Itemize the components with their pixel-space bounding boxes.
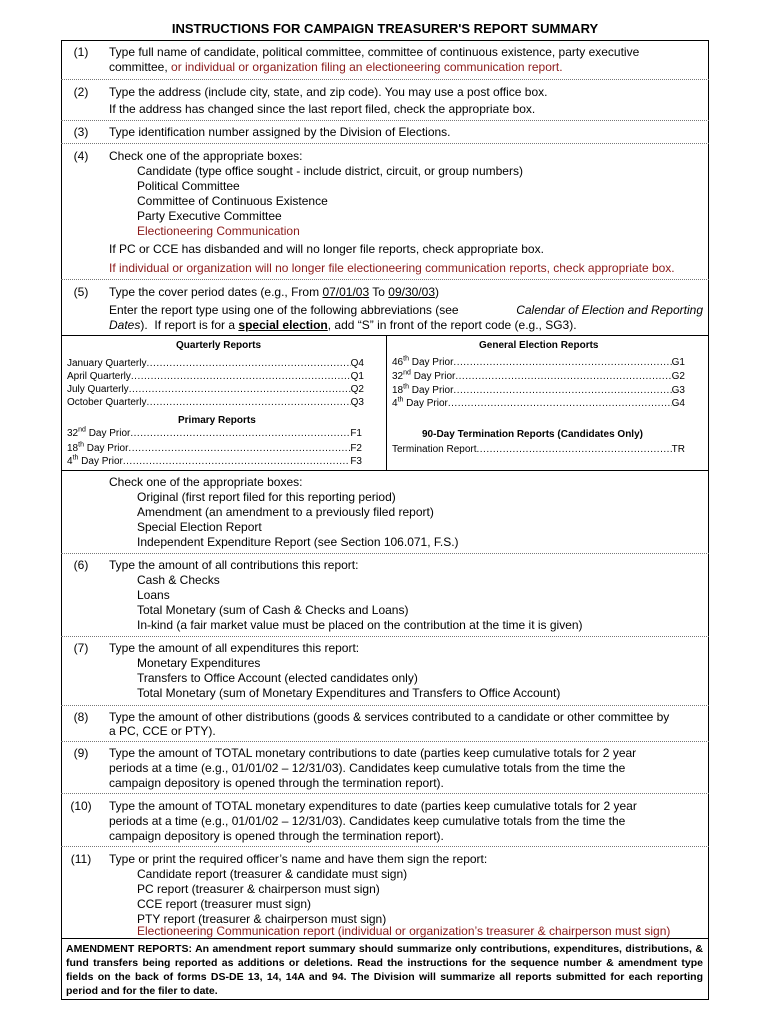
option-text: CCE report (treasurer must sign) xyxy=(137,897,312,911)
separator xyxy=(61,120,709,121)
item-text: Type identification number assigned by the Division of Elections. xyxy=(109,125,451,139)
option-text: Candidate (type office sought - include district, circuit, or group numbers) xyxy=(137,164,523,178)
code-row: 18th Day Prior ..... F2 xyxy=(67,443,362,455)
option-text: Independent Expenditure Report (see Section 106.071, F.S.) xyxy=(137,535,459,549)
item-number: (5) xyxy=(73,285,89,299)
option-text: Candidate report (treasurer & candidate must sign) xyxy=(137,867,408,881)
code-row: 18th Day Prior ..... G3 xyxy=(392,385,685,397)
quarterly-header: Quarterly Reports xyxy=(176,340,262,351)
option-text: PTY report (treasurer & chairperson must sign) xyxy=(137,912,387,926)
separator xyxy=(61,553,709,554)
note-text: If individual or organization will no longer file electioneering communication reports, check appropriate box. xyxy=(109,261,675,275)
general-header: General Election Reports xyxy=(479,340,599,351)
code-row: October Quarterly ..... Q3 xyxy=(67,397,364,409)
code-row: Termination Report ..... TR xyxy=(392,444,685,456)
item-text: Type the amount of all expenditures this report: xyxy=(109,641,360,655)
item-text: campaign depository is opened through the termination report). xyxy=(109,776,444,790)
item-text: Type or print the required officer’s name and have them sign the report: xyxy=(109,852,488,866)
separator xyxy=(61,846,709,847)
item-number: (10) xyxy=(70,799,92,813)
option-text: Total Monetary (sum of Cash & Checks and Loans) xyxy=(137,603,409,617)
item-number: (3) xyxy=(73,125,89,139)
item-text: Type full name of candidate, political committee, committee of continuous existence, party executive xyxy=(109,45,640,59)
code-row: April Quarterly ..... Q1 xyxy=(67,371,364,383)
option-text: In-kind (a fair market value must be placed on the contribution at the time it is given) xyxy=(137,618,583,632)
page-title: INSTRUCTIONS FOR CAMPAIGN TREASURER'S REPORT SUMMARY xyxy=(171,21,599,36)
separator xyxy=(61,143,709,144)
item-text: Type the amount of all contributions this report: xyxy=(109,558,359,572)
code-table-divider xyxy=(386,335,387,470)
code-row: 46th Day Prior ..... G1 xyxy=(392,357,685,369)
termination-header: 90-Day Termination Reports (Candidates Only) xyxy=(422,429,643,440)
item-text: Enter the report type using one of the following abbreviations (see Calendar of Election and Reporting xyxy=(109,303,703,317)
code-row: 4th Day Prior ..... G4 xyxy=(392,398,685,410)
item-number: (11) xyxy=(70,852,92,866)
option-text: PC report (treasurer & chairperson must sign) xyxy=(137,882,380,896)
code-row: January Quarterly ..... Q4 xyxy=(67,358,364,370)
item-number: (1) xyxy=(73,45,89,59)
item-number: (6) xyxy=(73,558,89,572)
option-text: Loans xyxy=(137,588,170,602)
item-text: If the address has changed since the last report filed, check the appropriate box. xyxy=(109,102,536,116)
code-row: July Quarterly ..... Q2 xyxy=(67,384,364,396)
separator xyxy=(61,741,709,742)
item-text: Type the amount of other distributions (goods & services contributed to a candidate or other committee by xyxy=(109,710,670,724)
item-text: Type the amount of TOTAL monetary expenditures to date (parties keep cumulative totals for 2 year xyxy=(109,799,637,813)
item-number: (9) xyxy=(73,746,89,760)
primary-header: Primary Reports xyxy=(178,415,256,426)
option-text: Amendment (an amendment to a previously filed report) xyxy=(137,505,434,519)
option-text: Electioneering Communication xyxy=(137,224,300,238)
amendment-note: AMENDMENT REPORTS: An amendment report summary should summarize only contributions, expenditures, distributions, & fund transfers being reported as additions or deletions. Read the instructions for the sequence number & amendment type fields on the back of forms DS-DE 13, 14, 14A and 94. The Division will summarize all reports submitted for each reporting period and for the filer to date. xyxy=(66,943,703,997)
option-text: Monetary Expenditures xyxy=(137,656,261,670)
option-text: Total Monetary (sum of Monetary Expenditures and Transfers to Office Account) xyxy=(137,686,561,700)
code-row: 32nd Day Prior ..... F1 xyxy=(67,428,362,440)
separator xyxy=(61,335,709,336)
option-text: Cash & Checks xyxy=(137,573,220,587)
option-text: Committee of Continuous Existence xyxy=(137,194,328,208)
item-text: periods at a time (e.g., 01/01/02 – 12/31/03). Candidates keep cumulative totals from the time the xyxy=(109,814,626,828)
item-text: Check one of the appropriate boxes: xyxy=(109,475,303,489)
item-text: Type the cover period dates (e.g., From 07/01/03 To 09/30/03) xyxy=(109,285,439,299)
item-text: a PC, CCE or PTY). xyxy=(109,724,216,738)
code-row: 32nd Day Prior ..... G2 xyxy=(392,371,685,383)
code-row: 4th Day Prior ..... F3 xyxy=(67,456,362,468)
item-text: Dates). If report is for a special election, add “S” in front of the report code (e.g., SG3). xyxy=(109,318,577,332)
separator xyxy=(61,793,709,794)
item-number: (2) xyxy=(73,85,89,99)
item-text: committee, or individual or organization filing an electioneering communication report. xyxy=(109,60,563,74)
separator xyxy=(61,470,709,471)
item-text: periods at a time (e.g., 01/01/02 – 12/31/03). Candidates keep cumulative totals from the time the xyxy=(109,761,626,775)
separator xyxy=(61,279,709,280)
item-text: Type the address (include city, state, and zip code). You may use a post office box. xyxy=(109,85,548,99)
option-text: Party Executive Committee xyxy=(137,209,282,223)
separator xyxy=(61,705,709,706)
item-text: Check one of the appropriate boxes: xyxy=(109,149,303,163)
option-text: Electioneering Communication report (individual or organization’s treasurer & chairperson must sign) xyxy=(137,924,671,938)
item-number: (4) xyxy=(73,149,89,163)
item-text: Type the amount of TOTAL monetary contributions to date (parties keep cumulative totals for 2 year xyxy=(109,746,637,760)
separator xyxy=(61,636,709,637)
note-text: If PC or CCE has disbanded and will no longer file reports, check appropriate box. xyxy=(109,242,544,256)
item-number: (7) xyxy=(73,641,89,655)
separator xyxy=(61,79,709,80)
option-text: Original (first report filed for this reporting period) xyxy=(137,490,396,504)
option-text: Special Election Report xyxy=(137,520,262,534)
item-text: campaign depository is opened through the termination report). xyxy=(109,829,444,843)
separator xyxy=(61,938,709,939)
item-number: (8) xyxy=(73,710,89,724)
option-text: Transfers to Office Account (elected candidates only) xyxy=(137,671,418,685)
option-text: Political Committee xyxy=(137,179,240,193)
